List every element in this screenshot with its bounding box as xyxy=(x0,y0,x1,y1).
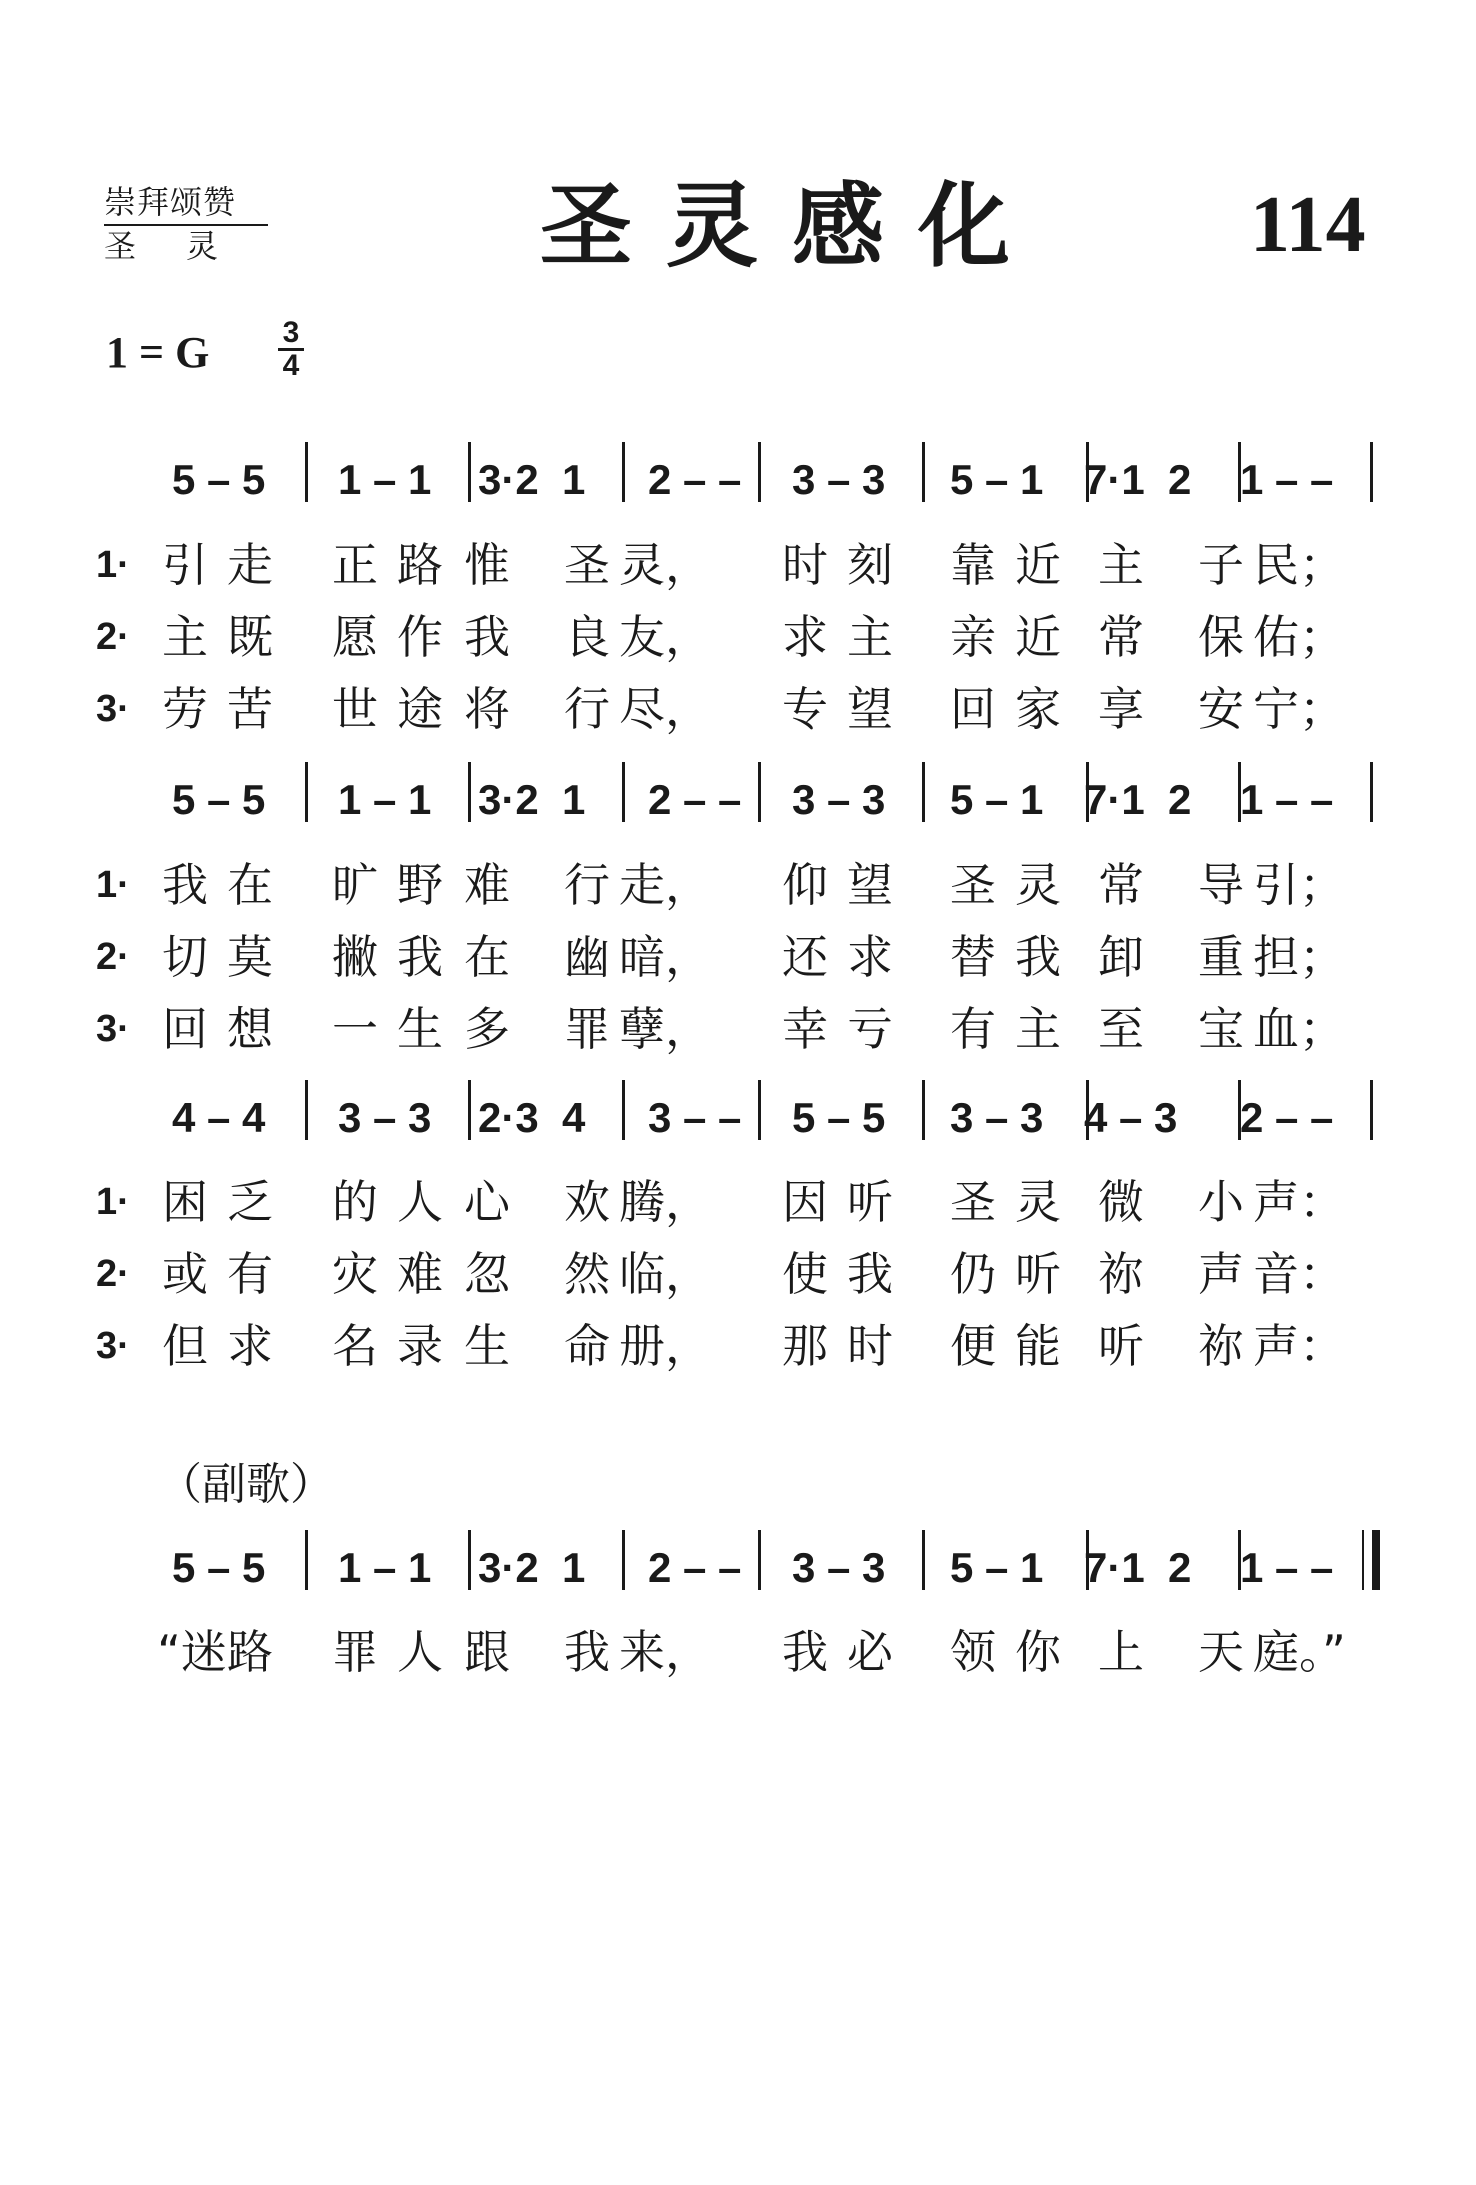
lyric-syllable: 音： xyxy=(1253,1247,1345,1301)
lyric-syllable: 灾 xyxy=(332,1247,378,1301)
lyric-syllable: 佑； xyxy=(1253,610,1345,664)
lyric-syllable: 想 xyxy=(227,1002,273,1056)
lyric-syllable: 在 xyxy=(227,858,273,912)
barline xyxy=(305,442,308,502)
lyric-syllable: 但 xyxy=(162,1319,208,1373)
lyric-syllable: 引； xyxy=(1253,858,1345,912)
time-signature-top: 3 xyxy=(282,316,300,349)
lyric-syllable: 仍 xyxy=(950,1247,996,1301)
lyric-syllable: 回 xyxy=(950,682,996,736)
lyric-syllable: 幸 xyxy=(782,1002,828,1056)
barline xyxy=(922,442,925,502)
barline xyxy=(1238,442,1241,502)
lyric-syllable: 我 xyxy=(847,1247,893,1301)
lyric-syllable: 替 xyxy=(950,930,996,984)
lyric-syllable: 那 xyxy=(782,1319,828,1373)
lyric-syllable: 旷 xyxy=(332,858,378,912)
lyric-syllable: 我 xyxy=(162,858,208,912)
lyric-syllable: 圣 xyxy=(950,858,996,912)
lyric-syllable: 还 xyxy=(782,930,828,984)
lyric-syllable: 孽， xyxy=(619,1002,711,1056)
measure: 5 – 5 xyxy=(172,776,266,823)
measure: 2 – – xyxy=(1240,1094,1334,1141)
lyric-syllable: 主 xyxy=(1098,538,1144,592)
lyric-syllable: 行 xyxy=(564,682,610,736)
lyric-syllable: 难 xyxy=(464,858,510,912)
lyric-line xyxy=(0,1316,1476,1376)
lyric-syllable: 求 xyxy=(227,1319,273,1373)
lyric-syllable: 领 xyxy=(950,1625,996,1679)
measure: 1 – 1 xyxy=(338,1544,432,1591)
lyric-syllable: 灵 xyxy=(1015,1175,1061,1229)
lyric-syllable: 主 xyxy=(1015,1002,1061,1056)
barline xyxy=(305,1530,308,1590)
measure: 5 – 1 xyxy=(950,456,1044,503)
measure: 2 – – xyxy=(648,776,742,823)
lyric-syllable: 临， xyxy=(619,1247,711,1301)
barline xyxy=(305,762,308,822)
lyric-syllable: 时 xyxy=(782,538,828,592)
lyric-syllable: 声 xyxy=(1198,1247,1244,1301)
lyric-syllable: 小 xyxy=(1198,1175,1244,1229)
verse-number: 1· xyxy=(96,1181,130,1223)
lyric-syllable: 你 xyxy=(1015,1625,1061,1679)
lyric-syllable: 或 xyxy=(162,1247,208,1301)
lyric-syllable: 望 xyxy=(847,682,893,736)
lyric-syllable: 导 xyxy=(1198,858,1244,912)
lyric-syllable: 民； xyxy=(1253,538,1345,592)
lyric-syllable: 路 xyxy=(227,1625,273,1679)
lyric-syllable: 劳 xyxy=(162,682,208,736)
lyric-syllable: 罪 xyxy=(564,1002,610,1056)
measure: 1 – – xyxy=(1240,456,1334,503)
lyric-syllable: 重 xyxy=(1198,930,1244,984)
lyric-syllable: 名 xyxy=(332,1319,378,1373)
lyric-syllable: 近 xyxy=(1015,538,1061,592)
barline xyxy=(622,762,625,822)
lyric-syllable: 担； xyxy=(1253,930,1345,984)
lyric-syllable: 走 xyxy=(227,538,273,592)
lyric-syllable: 微 xyxy=(1098,1175,1144,1229)
category-line-2: 圣灵 xyxy=(104,227,269,265)
lyric-line xyxy=(0,1622,1476,1682)
lyric-syllable: 既 xyxy=(227,610,273,664)
lyric-syllable: 一 xyxy=(332,1002,378,1056)
verse-number: 1· xyxy=(96,864,130,906)
measure: 3 – 3 xyxy=(792,776,886,823)
barline xyxy=(622,442,625,502)
lyric-syllable: 声： xyxy=(1253,1319,1345,1373)
measure: 2 – – xyxy=(648,456,742,503)
barline xyxy=(1370,442,1373,502)
lyric-syllable: 生 xyxy=(464,1319,510,1373)
melody-row xyxy=(0,1518,1476,1618)
lyric-syllable: 听 xyxy=(1015,1247,1061,1301)
lyric-syllable: 途 xyxy=(397,682,443,736)
barline xyxy=(468,1530,471,1590)
lyric-syllable: 有 xyxy=(227,1247,273,1301)
measure: 5 – 1 xyxy=(950,1544,1044,1591)
lyric-syllable: 仰 xyxy=(782,858,828,912)
lyric-syllable: 友， xyxy=(619,610,711,664)
lyric-line xyxy=(0,1172,1476,1232)
lyric-syllable: 卸 xyxy=(1098,930,1144,984)
lyric-syllable: 血； xyxy=(1253,1002,1345,1056)
measure: 3·2 1 xyxy=(478,1544,586,1591)
lyric-syllable: 近 xyxy=(1015,610,1061,664)
lyric-syllable: 上 xyxy=(1098,1625,1144,1679)
lyric-syllable: 子 xyxy=(1198,538,1244,592)
lyric-syllable: 惟 xyxy=(464,538,510,592)
measure: 3·2 1 xyxy=(478,776,586,823)
measure: 2 – – xyxy=(648,1544,742,1591)
melody-row xyxy=(0,430,1476,530)
lyric-syllable: 家 xyxy=(1015,682,1061,736)
barline xyxy=(922,1080,925,1140)
measure: 1 – – xyxy=(1240,1544,1334,1591)
barline xyxy=(1362,1530,1364,1590)
lyric-line xyxy=(0,679,1476,739)
verse-number: 3· xyxy=(96,688,130,730)
lyric-syllable: 听 xyxy=(1098,1319,1144,1373)
measure: 7·1 2 xyxy=(1084,456,1192,503)
verse-number: 2· xyxy=(96,616,130,658)
lyric-syllable: 苦 xyxy=(227,682,273,736)
lyric-syllable: 腾， xyxy=(619,1175,711,1229)
lyric-syllable: 命 xyxy=(564,1319,610,1373)
lyric-syllable: 能 xyxy=(1015,1319,1061,1373)
lyric-syllable: 尽， xyxy=(619,682,711,736)
verse-number: 2· xyxy=(96,936,130,978)
melody-row xyxy=(0,750,1476,850)
lyric-syllable: 安 xyxy=(1198,682,1244,736)
verse-number: 2· xyxy=(96,1253,130,1295)
lyric-syllable: 刻 xyxy=(847,538,893,592)
lyric-syllable: 主 xyxy=(162,610,208,664)
lyric-syllable: 亲 xyxy=(950,610,996,664)
lyric-syllable: 有 xyxy=(950,1002,996,1056)
lyric-syllable: 生 xyxy=(397,1002,443,1056)
lyric-syllable: 天 xyxy=(1198,1625,1244,1679)
lyric-syllable: 将 xyxy=(464,682,510,736)
lyric-syllable: 多 xyxy=(464,1002,510,1056)
lyric-syllable: 暗， xyxy=(619,930,711,984)
lyric-line xyxy=(0,1244,1476,1304)
hymn-category xyxy=(104,182,268,266)
measure: 3 – – xyxy=(648,1094,742,1141)
lyric-syllable: 我 xyxy=(1015,930,1061,984)
barline xyxy=(758,762,761,822)
lyric-syllable: 困 xyxy=(162,1175,208,1229)
barline xyxy=(622,1530,625,1590)
lyric-syllable: 来， xyxy=(619,1625,711,1679)
lyric-syllable: 至 xyxy=(1098,1002,1144,1056)
lyric-syllable: 罪 xyxy=(332,1625,378,1679)
lyric-line xyxy=(0,607,1476,667)
lyric-syllable: 行 xyxy=(564,858,610,912)
verse-number: 1· xyxy=(96,544,130,586)
lyric-syllable: 人 xyxy=(397,1175,443,1229)
measure: 3 – 3 xyxy=(338,1094,432,1141)
measure: 3·2 1 xyxy=(478,456,586,503)
measure: 5 – 5 xyxy=(172,456,266,503)
barline xyxy=(1238,1530,1241,1590)
lyric-syllable: 宁； xyxy=(1253,682,1345,736)
lyric-syllable: 录 xyxy=(397,1319,443,1373)
lyric-syllable: 必 xyxy=(847,1625,893,1679)
barline xyxy=(1370,762,1373,822)
barline xyxy=(758,442,761,502)
barline xyxy=(468,442,471,502)
measure: 5 – 5 xyxy=(172,1544,266,1591)
key-signature: 1 = G xyxy=(106,328,210,377)
time-signature xyxy=(278,318,304,381)
measure: 1 – 1 xyxy=(338,776,432,823)
lyric-syllable: 引 xyxy=(162,538,208,592)
lyric-syllable: 灵 xyxy=(1015,858,1061,912)
barline xyxy=(758,1530,761,1590)
lyric-syllable: 时 xyxy=(847,1319,893,1373)
lyric-syllable: 保 xyxy=(1198,610,1244,664)
lyric-syllable: “迷 xyxy=(157,1625,227,1679)
lyric-syllable: 乏 xyxy=(227,1175,273,1229)
barline xyxy=(922,762,925,822)
barline xyxy=(1086,1530,1089,1590)
barline xyxy=(468,1080,471,1140)
lyric-syllable: 跟 xyxy=(464,1625,510,1679)
lyric-syllable: 靠 xyxy=(950,538,996,592)
lyric-syllable: 主 xyxy=(847,610,893,664)
lyric-syllable: 听 xyxy=(847,1175,893,1229)
measure: 7·1 2 xyxy=(1084,1544,1192,1591)
barline xyxy=(1238,1080,1241,1140)
lyric-syllable: 祢 xyxy=(1198,1319,1244,1373)
measure: 1 – 1 xyxy=(338,456,432,503)
barline xyxy=(1372,1530,1380,1590)
verse-number: 3· xyxy=(96,1008,130,1050)
lyric-syllable: 我 xyxy=(397,930,443,984)
measure: 3 – 3 xyxy=(792,456,886,503)
lyric-syllable: 在 xyxy=(464,930,510,984)
lyric-syllable: 忽 xyxy=(464,1247,510,1301)
lyric-syllable: 的 xyxy=(332,1175,378,1229)
measure: 3 – 3 xyxy=(792,1544,886,1591)
lyric-line xyxy=(0,855,1476,915)
lyric-syllable: 莫 xyxy=(227,930,273,984)
barline xyxy=(1370,1080,1373,1140)
lyric-syllable: 册， xyxy=(619,1319,711,1373)
lyric-syllable: 祢 xyxy=(1098,1247,1144,1301)
lyric-syllable: 望 xyxy=(847,858,893,912)
lyric-syllable: 人 xyxy=(397,1625,443,1679)
lyric-syllable: 正 xyxy=(332,538,378,592)
measure: 5 – 1 xyxy=(950,776,1044,823)
lyric-syllable: 常 xyxy=(1098,610,1144,664)
barline xyxy=(305,1080,308,1140)
lyric-syllable: 便 xyxy=(950,1319,996,1373)
lyric-syllable: 亏 xyxy=(847,1002,893,1056)
hymn-number: 114 xyxy=(1250,181,1366,269)
lyric-syllable: 求 xyxy=(782,610,828,664)
barline xyxy=(622,1080,625,1140)
lyric-syllable: 使 xyxy=(782,1247,828,1301)
melody-row xyxy=(0,1068,1476,1168)
lyric-syllable: 世 xyxy=(332,682,378,736)
category-line-1: 崇拜颂赞 xyxy=(104,182,268,226)
measure: 3 – 3 xyxy=(950,1094,1044,1141)
barline xyxy=(468,762,471,822)
lyric-syllable: 回 xyxy=(162,1002,208,1056)
measure: 5 – 5 xyxy=(792,1094,886,1141)
lyric-line xyxy=(0,927,1476,987)
barline xyxy=(1086,1080,1089,1140)
lyric-syllable: 野 xyxy=(397,858,443,912)
lyric-syllable: 庭。” xyxy=(1253,1625,1346,1679)
verse-number: 3· xyxy=(96,1325,130,1367)
measure: 1 – – xyxy=(1240,776,1334,823)
lyric-syllable: 切 xyxy=(162,930,208,984)
lyric-syllable: 欢 xyxy=(564,1175,610,1229)
refrain-label: （副歌） xyxy=(158,1459,334,1510)
lyric-syllable: 专 xyxy=(782,682,828,736)
lyric-syllable: 圣 xyxy=(564,538,610,592)
lyric-syllable: 良 xyxy=(564,610,610,664)
measure: 2·3 4 xyxy=(478,1094,586,1141)
lyric-syllable: 路 xyxy=(397,538,443,592)
lyric-syllable: 常 xyxy=(1098,858,1144,912)
lyric-syllable: 求 xyxy=(847,930,893,984)
barline xyxy=(758,1080,761,1140)
barline xyxy=(1238,762,1241,822)
lyric-syllable: 我 xyxy=(564,1625,610,1679)
lyric-syllable: 愿 xyxy=(332,610,378,664)
lyric-syllable: 宝 xyxy=(1198,1002,1244,1056)
lyric-syllable: 声： xyxy=(1253,1175,1345,1229)
lyric-syllable: 我 xyxy=(782,1625,828,1679)
time-signature-bottom: 4 xyxy=(278,348,304,381)
lyric-syllable: 因 xyxy=(782,1175,828,1229)
barline xyxy=(1086,762,1089,822)
barline xyxy=(922,1530,925,1590)
lyric-syllable: 撇 xyxy=(332,930,378,984)
lyric-syllable: 享 xyxy=(1098,682,1144,736)
barline xyxy=(1086,442,1089,502)
lyric-syllable: 圣 xyxy=(950,1175,996,1229)
lyric-syllable: 走， xyxy=(619,858,711,912)
measure: 4 – 3 xyxy=(1084,1094,1178,1141)
lyric-syllable: 难 xyxy=(397,1247,443,1301)
lyric-syllable: 心 xyxy=(464,1175,510,1229)
lyric-syllable: 作 xyxy=(397,610,443,664)
lyric-syllable: 然 xyxy=(564,1247,610,1301)
lyric-syllable: 幽 xyxy=(564,930,610,984)
measure: 4 – 4 xyxy=(172,1094,266,1141)
lyric-syllable: 灵， xyxy=(619,538,711,592)
hymn-title: 圣灵感化 xyxy=(540,173,1045,280)
lyric-line xyxy=(0,999,1476,1059)
lyric-syllable: 我 xyxy=(464,610,510,664)
measure: 7·1 2 xyxy=(1084,776,1192,823)
lyric-line xyxy=(0,535,1476,595)
